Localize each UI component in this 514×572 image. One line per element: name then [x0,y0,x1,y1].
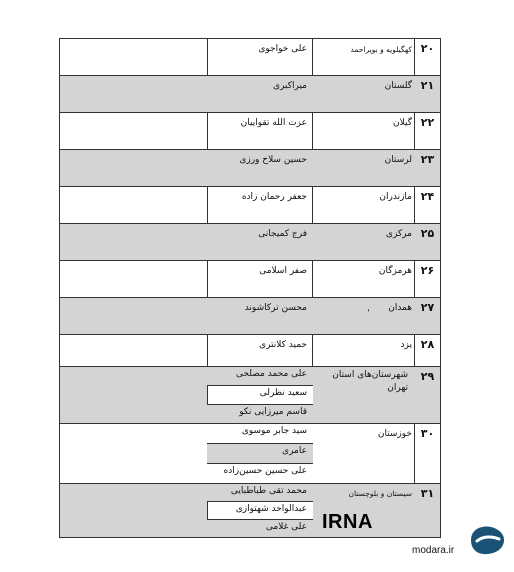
representative-name: علی حسین حسین‌زاده [223,466,307,476]
table-row [60,113,440,150]
row-number: ۲۳ [420,153,435,166]
representative-name: محسن ترکاشوند [244,303,307,313]
representative-name: سید جابر موسوی [241,426,307,436]
representative-name: حسین سلاح ورزی [239,155,307,165]
province-name: گیلان [393,118,412,128]
representative-cell [207,367,313,386]
representative-name: محمد تقی طباطبایی [230,486,307,496]
watermark-text: modara.ir [412,545,455,556]
row-number: ۲۵ [420,227,435,240]
representative-cell [207,386,313,405]
representative-cell [207,484,313,502]
province-name: همدان [388,303,412,313]
representative-cell [207,405,313,423]
representative-name: سعید نظرلی [259,388,307,398]
province-name: مازندران [379,192,412,202]
table-row [60,484,440,537]
representative-cell [207,424,313,444]
table-row [60,261,440,298]
representative-name: میراکبری [272,81,307,91]
row-number: ۳۰ [420,427,435,440]
representative-name: قاسم میرزایی نکو [239,407,307,417]
stray-mark: ʼ [367,309,370,319]
representative-name: علی محمد مصلحی [235,369,307,379]
province-name: خوزستان [377,429,412,439]
representative-cell [207,520,313,537]
table-row [60,367,440,424]
province-name: کهگیلویه و بویراحمد [350,45,412,54]
table-row [60,39,440,76]
representative-name: جعفر رحمان زاده [241,192,307,202]
row-number: ۲۰ [420,42,435,55]
table-row [60,150,440,187]
representative-name: عزت الله تقواییان [240,118,307,128]
table-row [60,224,440,261]
row-number: ۲۴ [420,190,435,203]
row-number: ۲۷ [420,301,435,314]
representative-cell [207,444,313,464]
province-name: لرستان [384,155,412,165]
table-row [60,335,440,367]
province-name: هرمزگان [378,266,412,276]
table-row [60,76,440,113]
row-number: ۳۱ [420,487,435,500]
irna-logo: IRNA [322,511,373,533]
row-number: ۲۱ [420,79,435,92]
representative-name: علی خواجوی [258,44,307,54]
province-name: مرکزی [385,229,412,239]
row-number: ۲۸ [420,338,435,351]
representatives-table [59,38,441,538]
province-name: سیستان و بلوچستان [348,489,412,498]
representative-name: عبدالواحد شهتوازی [235,504,307,514]
table-row [60,298,440,335]
modara-logo-icon [468,523,506,561]
representative-name: صفر اسلامی [259,266,307,276]
representative-name: علی غلامی [265,522,307,532]
row-number: ۲۲ [420,116,435,129]
table-row [60,424,440,484]
table-row [60,187,440,224]
province-name: شهرستان‌های استان تهران [332,370,408,393]
representative-name: عامری [282,446,307,456]
representative-name: فرج کمیجانی [258,229,307,239]
row-number: ۲۶ [420,264,435,277]
representative-cell [207,464,313,483]
province-name: یزد [400,340,412,350]
representative-name: حمید کلانتری [259,340,307,350]
province-name: گلستان [384,81,412,91]
row-number: ۲۹ [420,370,435,383]
representative-cell [207,502,313,520]
